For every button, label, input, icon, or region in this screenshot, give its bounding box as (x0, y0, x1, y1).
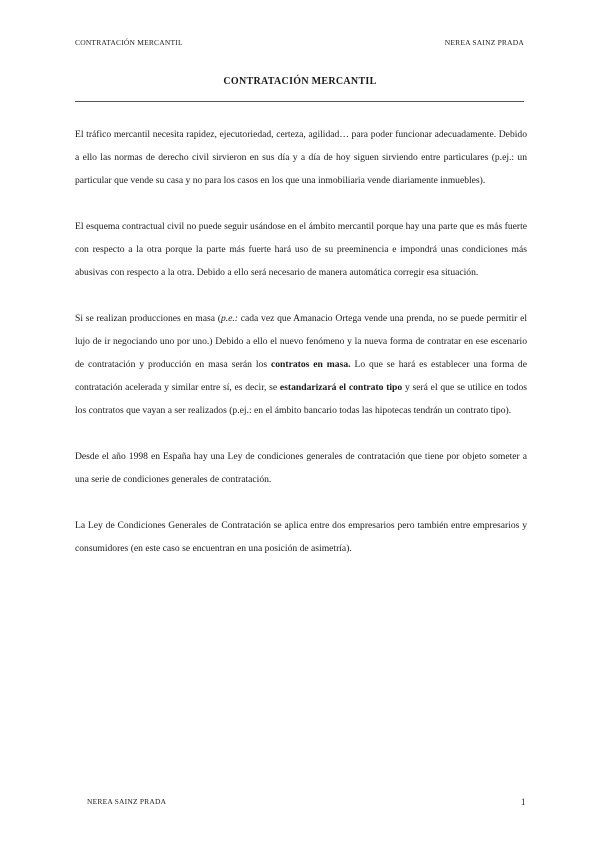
paragraph-1: El tráfico mercantil necesita rapidez, ejecutoriedad, certeza, agilidad… para poder funcionar adecuadamente. Debido a ello las normas de derecho civil sirvieron en sus día y a día de hoy siguen sirviendo entre particulares (p.ej.: un particular que vende su casa y no para los casos en los que una inmobiliaria vende diariamente inmuebles). (75, 129, 527, 186)
bold-term-contrato-tipo: estandarizará el contrato tipo (279, 382, 403, 393)
paragraph-3 (75, 307, 527, 422)
page-title: CONTRATACIÓN MERCANTIL (223, 76, 377, 87)
paragraph-3-text-a: Si se realizan producciones en masa ( (75, 313, 221, 324)
header-left-title: CONTRATACIÓN MERCANTIL (75, 38, 183, 47)
title-divider (75, 101, 524, 102)
footer-page-number: 1 (521, 797, 526, 807)
footer-author: NEREA SAINZ PRADA (87, 797, 167, 806)
paragraph-3-text-g: y será el que se utilice en todos los contratos que vayan a ser realizados (p.ej.: en el ámbito bancario todas las hipotecas tendrán un contrato tipo). (75, 382, 527, 416)
paragraph-2: El esquema contractual civil no puede seguir usándose en el ámbito mercantil porque hay una parte que es más fuerte con respecto a la otra porque la parte más fuerte hará uso de su preeminencia e impondrá unas condiciones más abusivas con respecto a la otra. Debido a ello será necesario de manera automática corregir esa situación. (75, 221, 527, 278)
header-right-author: NEREA SAINZ PRADA (444, 38, 524, 47)
document-body (75, 123, 527, 583)
paragraph-5: La Ley de Condiciones Generales de Contratación se aplica entre dos empresarios pero también entre empresarios y consumidores (en este caso se encuentran en una posición de asimetría). (75, 520, 527, 554)
paragraph-3-example-abbrev: p.e.: (220, 313, 238, 324)
bold-term-contratos-en-masa: contratos en masa. (271, 359, 351, 370)
paragraph-3-text-e: Lo que se hará es establecer una forma de contratación acelerada y similar entre sí, es decir, se (75, 359, 527, 393)
paragraph-3-text-c: cada vez que Amanacio Ortega vende una prenda, no se puede permitir el lujo de ir negociando uno por uno.) Debido a ello el nuevo fenómeno y la nueva forma de contratar en ese escenario de contratación y producción en masa serán los (75, 313, 527, 370)
paragraph-4: Desde el año 1998 en España hay una Ley de condiciones generales de contratación que tiene por objeto someter a una serie de condiciones generales de contratación. (75, 451, 527, 485)
